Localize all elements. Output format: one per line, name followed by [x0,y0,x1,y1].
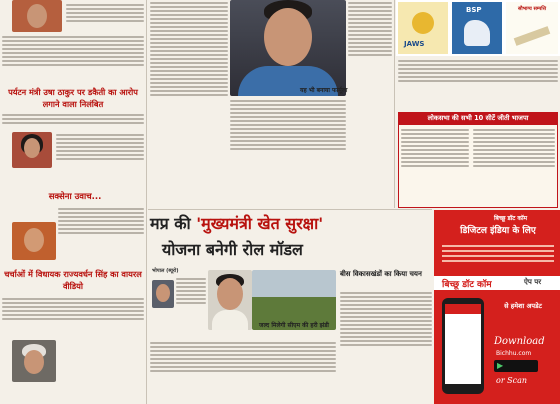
main-headline-line-2: योजना बनेगी रोल मॉडल [162,240,303,259]
cm-photo [208,270,252,330]
cartoon-panel-2 [452,2,502,54]
center-top-text-3 [230,98,346,208]
left-bottom-headline: चर्चाओं में विधायक राज्यवर्धन सिंह का वायरल वीडियो [4,269,142,291]
ad-line-1: डिजिटल इंडिया के लिए [460,226,536,236]
center-top-text-2 [348,0,392,208]
ad-download: Download [494,336,545,347]
phone-mockup [442,298,484,394]
left-top-headline: पर्यटन मंत्री उषा ठाकुर पर डकैती का आरोप लगाने वाला निलंबित [8,87,138,109]
story-text-col-1 [176,276,206,336]
section-divider [148,209,432,210]
left-text-block-5 [2,296,144,404]
politician-photo [230,0,346,96]
column-divider-1 [146,0,147,404]
play-store-badge[interactable] [494,360,538,372]
main-headline-line-1 [150,214,434,234]
left-text-block-2 [2,112,144,134]
cartoon-label-jaws: JAWS [404,40,425,48]
small-portrait [152,280,174,308]
lok-sabha-box [398,124,558,208]
man-portrait-1 [12,222,56,260]
lok-sabha-box-title [398,112,558,124]
lok-sabha-headline: लोकसभा की सभी 10 सीटें जीती भाजपा [427,114,529,122]
ad-scan: or Scan [496,376,528,385]
ad-brand: बिच्छू डॉट कॉम [494,215,528,222]
cartoon-label-bsp: BSP [466,6,482,14]
left-text-block-3 [56,132,144,186]
cartoon-label-saubhagya: सौभाग्य सम्पत्ति [517,6,547,12]
left-text-block-4 [58,206,144,262]
cartoon-panel-1 [398,2,448,54]
side-headline: बीस विकासखंडों का किया चयन [340,270,422,278]
headline-quote: 'मुख्यमंत्री खेत सुरक्षा' [196,214,324,233]
play-icon: ▶ [497,361,504,370]
headline-part-1: मप्र की [150,214,191,233]
woman-portrait [12,132,52,168]
left-text-block-1 [2,34,144,80]
side-story-text [340,290,432,404]
ad-feature-list [442,242,554,274]
lok-sabha-text-left [401,127,469,205]
ad-line-2: बिच्छू डॉट कॉम [442,280,492,290]
bichhu-ad[interactable] [434,210,560,404]
left-mid-headline: सक्सेना उवाच... [48,192,102,202]
left-top-text [66,2,144,32]
photo-caption-formula: यह भी बनाया फार्मूला [300,87,348,94]
ad-line-3: ऐप पर [524,278,542,286]
ad-line-4: से हमेशा अपडेट [504,302,542,310]
left-column [0,0,146,404]
cartoon-strip [396,0,560,56]
right-top-text [398,58,558,110]
center-top-text-1 [150,0,228,208]
story-byline: भोपाल (ब्यूरो) [152,268,179,274]
field-photo [252,270,336,330]
cartoon-panel-3 [506,2,558,54]
lok-sabha-text-right [473,127,555,205]
cm-caption: जल्द मिलेगी सीएम की हरी झंडी [259,322,329,329]
story-text-main [150,340,336,404]
ad-site[interactable]: Bichhu.com [496,350,532,357]
ad-app-banner [434,276,560,290]
column-divider-2 [394,0,395,208]
top-left-portrait [12,0,62,32]
